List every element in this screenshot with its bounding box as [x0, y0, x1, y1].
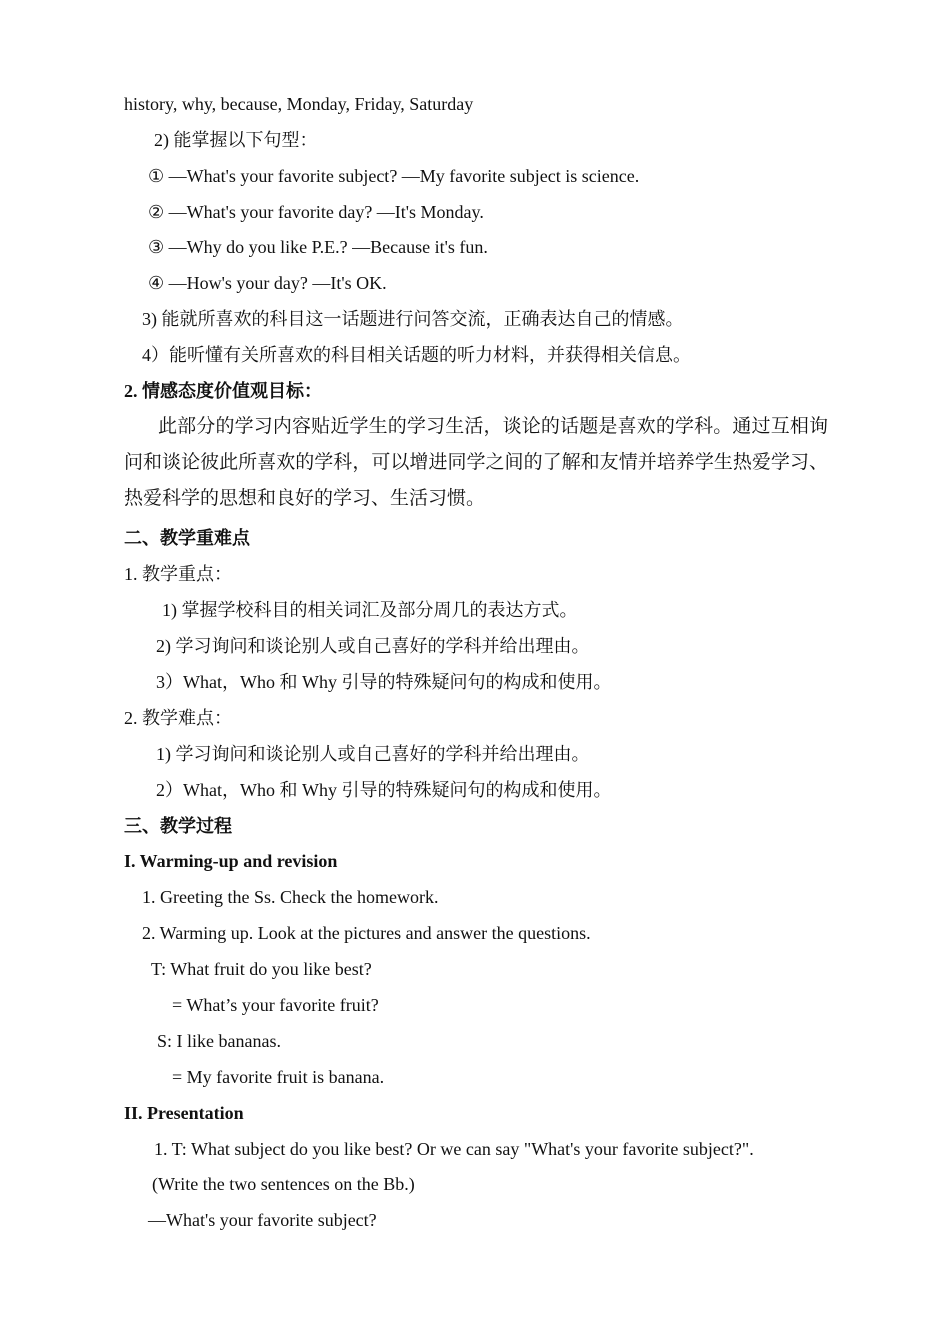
dialogue-teacher-alt: = What’s your favorite fruit?	[172, 995, 379, 1015]
step-greeting: 1. Greeting the Ss. Check the homework.	[142, 887, 439, 907]
difficulty-1: 1) 学习询问和谈论别人或自己喜好的学科并给出理由。	[156, 744, 590, 764]
sentence-pattern-1: ① —What's your favorite subject? —My favorite subject is science.	[148, 166, 640, 186]
key-point-3: 3）What，Who 和 Why 引导的特殊疑问句的构成和使用。	[156, 672, 612, 692]
dialogue-teacher-question: T: What fruit do you like best?	[151, 959, 372, 979]
vocab-line: history, why, because, Monday, Friday, Saturday	[124, 94, 474, 114]
step-warming-up: 2. Warming up. Look at the pictures and answer the questions.	[142, 923, 591, 943]
key-point-2: 2) 学习询问和谈论别人或自己喜好的学科并给出理由。	[156, 636, 590, 656]
objective-4: 4）能听懂有关所喜欢的科目相关话题的听力材料，并获得相关信息。	[142, 345, 691, 365]
presentation-step-1: 1. T: What subject do you like best? Or we can say "What's your favorite subject?".	[154, 1139, 754, 1159]
key-points-heading: 1. 教学重点：	[124, 564, 232, 584]
difficulties-heading: 2. 教学难点：	[124, 708, 232, 728]
section-2-heading: 二、教学重难点	[124, 528, 250, 548]
sentence-pattern-4: ④ —How's your day? —It's OK.	[148, 273, 387, 293]
difficulty-2: 2）What，Who 和 Why 引导的特殊疑问句的构成和使用。	[156, 780, 612, 800]
objective-3: 3) 能就所喜欢的科目这一话题进行问答交流，正确表达自己的情感。	[142, 309, 684, 329]
emotion-goal-paragraph: 此部分的学习内容贴近学生的学习生活，谈论的话题是喜欢的学科。通过互相询问和谈论彼此所喜欢的学科，可以增进同学之间的了解和友情并培养学生热爱学习、热爱科学的思想和良好的学习、生活习惯。	[124, 416, 828, 509]
objective-2-heading: 2) 能掌握以下句型：	[154, 130, 318, 150]
sentence-pattern-3: ③ —Why do you like P.E.? —Because it's fun.	[148, 237, 488, 257]
sentence-pattern-2: ② —What's your favorite day? —It's Monday.	[148, 202, 484, 222]
dialogue-student-answer: S: I like bananas.	[157, 1031, 281, 1051]
presentation-heading: II. Presentation	[124, 1103, 244, 1123]
emotion-goal-heading: 2. 情感态度价值观目标：	[124, 381, 322, 401]
warming-up-heading: I. Warming-up and revision	[124, 851, 338, 871]
key-point-1: 1) 掌握学校科目的相关词汇及部分周几的表达方式。	[162, 600, 578, 620]
presentation-question: —What's your favorite subject?	[148, 1210, 377, 1230]
presentation-note: (Write the two sentences on the Bb.)	[152, 1174, 415, 1194]
dialogue-student-alt: = My favorite fruit is banana.	[172, 1067, 385, 1087]
section-3-heading: 三、教学过程	[124, 816, 232, 836]
